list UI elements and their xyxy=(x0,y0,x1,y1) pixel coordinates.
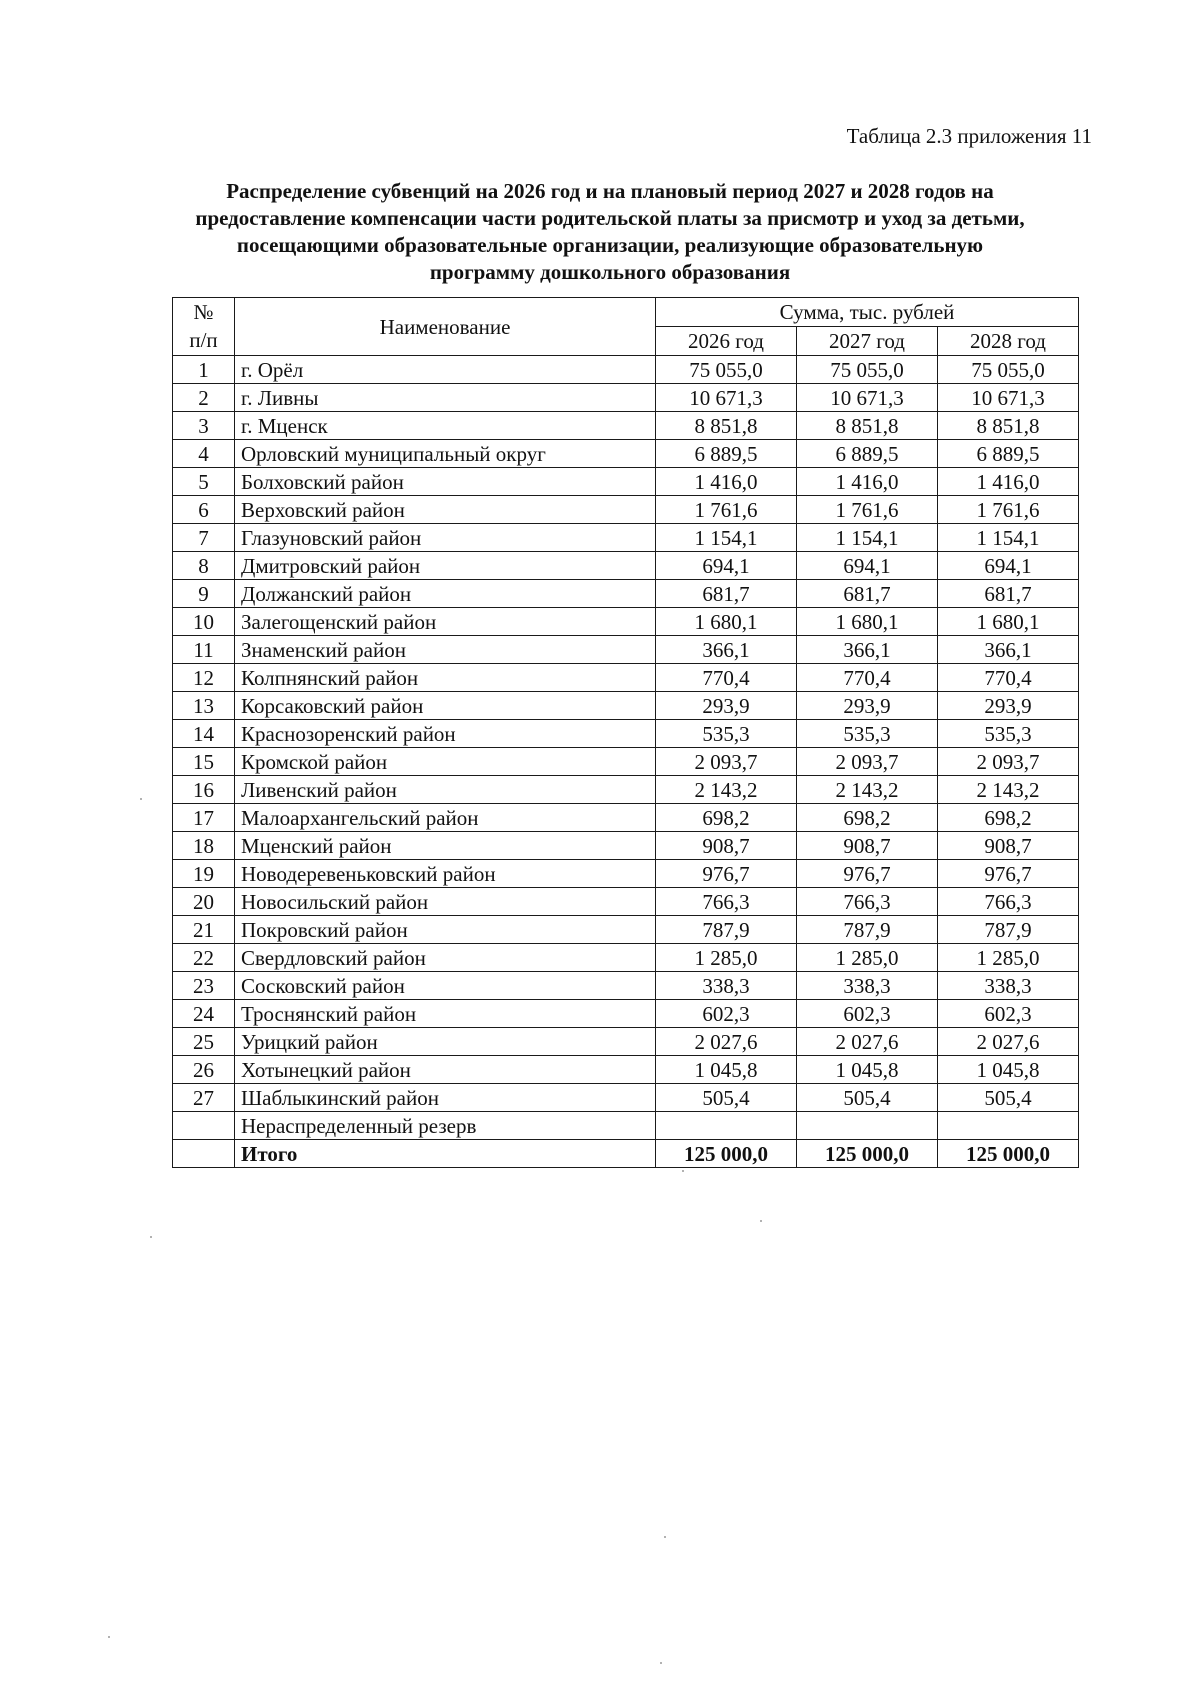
table-header xyxy=(173,298,1079,356)
row-value-2027: 535,3 xyxy=(797,720,938,748)
row-value-2026: 1 285,0 xyxy=(656,944,797,972)
row-number: 6 xyxy=(173,496,235,524)
row-value-2026: 338,3 xyxy=(656,972,797,1000)
row-value-2027 xyxy=(797,1112,938,1140)
row-value-2028: 908,7 xyxy=(938,832,1079,860)
row-number: 24 xyxy=(173,1000,235,1028)
row-number: 11 xyxy=(173,636,235,664)
table-row xyxy=(173,1112,1079,1140)
row-value-2027: 681,7 xyxy=(797,580,938,608)
row-name: Новосильский район xyxy=(235,888,656,916)
row-value-2026: 505,4 xyxy=(656,1084,797,1112)
row-value-2028: 1 045,8 xyxy=(938,1056,1079,1084)
scan-speck xyxy=(140,798,142,800)
row-number: 15 xyxy=(173,748,235,776)
row-name: Шаблыкинский район xyxy=(235,1084,656,1112)
row-value-2026: 2 093,7 xyxy=(656,748,797,776)
table-row xyxy=(173,384,1079,412)
row-value-2026: 8 851,8 xyxy=(656,412,797,440)
row-name: г. Мценск xyxy=(235,412,656,440)
row-number: 27 xyxy=(173,1084,235,1112)
table-body xyxy=(173,356,1079,1168)
table-row xyxy=(173,832,1079,860)
row-number: 18 xyxy=(173,832,235,860)
row-name: Дмитровский район xyxy=(235,552,656,580)
row-value-2026: 698,2 xyxy=(656,804,797,832)
row-value-2027: 2 027,6 xyxy=(797,1028,938,1056)
row-name: Кромской район xyxy=(235,748,656,776)
row-number: 5 xyxy=(173,468,235,496)
row-name: Сосковский район xyxy=(235,972,656,1000)
total-number xyxy=(173,1140,235,1168)
total-value-2026: 125 000,0 xyxy=(656,1140,797,1168)
row-name: Должанский район xyxy=(235,580,656,608)
row-value-2027: 602,3 xyxy=(797,1000,938,1028)
row-value-2027: 787,9 xyxy=(797,916,938,944)
row-number: 1 xyxy=(173,356,235,384)
total-value-2028: 125 000,0 xyxy=(938,1140,1079,1168)
row-number: 21 xyxy=(173,916,235,944)
row-name: Орловский муниципальный округ xyxy=(235,440,656,468)
table-row xyxy=(173,944,1079,972)
row-value-2027: 6 889,5 xyxy=(797,440,938,468)
table-row xyxy=(173,720,1079,748)
row-number: 22 xyxy=(173,944,235,972)
row-value-2028: 293,9 xyxy=(938,692,1079,720)
table-row xyxy=(173,1056,1079,1084)
row-value-2028: 1 416,0 xyxy=(938,468,1079,496)
row-number: 7 xyxy=(173,524,235,552)
row-value-2026: 1 416,0 xyxy=(656,468,797,496)
row-value-2028: 1 761,6 xyxy=(938,496,1079,524)
row-value-2026: 770,4 xyxy=(656,664,797,692)
scan-speck xyxy=(682,1170,684,1172)
row-value-2028: 8 851,8 xyxy=(938,412,1079,440)
row-value-2026: 1 045,8 xyxy=(656,1056,797,1084)
row-value-2028: 6 889,5 xyxy=(938,440,1079,468)
table-row xyxy=(173,888,1079,916)
table-row xyxy=(173,748,1079,776)
row-value-2026: 1 761,6 xyxy=(656,496,797,524)
row-name: Краснозоренский район xyxy=(235,720,656,748)
table-row xyxy=(173,496,1079,524)
row-value-2027: 75 055,0 xyxy=(797,356,938,384)
row-value-2026: 2 027,6 xyxy=(656,1028,797,1056)
scan-speck xyxy=(664,1536,666,1538)
total-row xyxy=(173,1140,1079,1168)
title-line: программу дошкольного образования xyxy=(429,260,791,284)
row-value-2027: 10 671,3 xyxy=(797,384,938,412)
row-name: Знаменский район xyxy=(235,636,656,664)
row-value-2026: 681,7 xyxy=(656,580,797,608)
row-name: Залегощенский район xyxy=(235,608,656,636)
row-number: 17 xyxy=(173,804,235,832)
table-row xyxy=(173,440,1079,468)
row-value-2027: 2 093,7 xyxy=(797,748,938,776)
row-name: Урицкий район xyxy=(235,1028,656,1056)
row-value-2027: 766,3 xyxy=(797,888,938,916)
row-number xyxy=(173,1112,235,1140)
row-number: 23 xyxy=(173,972,235,1000)
row-name: Новодеревеньковский район xyxy=(235,860,656,888)
title-line: предоставление компенсации части родительской платы за присмотр и уход за детьми, xyxy=(195,206,1025,230)
row-value-2028: 1 154,1 xyxy=(938,524,1079,552)
row-value-2028: 366,1 xyxy=(938,636,1079,664)
row-value-2028: 505,4 xyxy=(938,1084,1079,1112)
table-row xyxy=(173,636,1079,664)
row-value-2026: 976,7 xyxy=(656,860,797,888)
row-value-2026: 535,3 xyxy=(656,720,797,748)
scan-speck xyxy=(760,1220,762,1222)
table-row xyxy=(173,664,1079,692)
row-value-2027: 293,9 xyxy=(797,692,938,720)
row-name: Хотынецкий район xyxy=(235,1056,656,1084)
row-name: Верховский район xyxy=(235,496,656,524)
row-value-2026 xyxy=(656,1112,797,1140)
row-value-2026: 908,7 xyxy=(656,832,797,860)
row-name: Ливенский район xyxy=(235,776,656,804)
table-row xyxy=(173,608,1079,636)
row-value-2027: 1 680,1 xyxy=(797,608,938,636)
row-value-2026: 1 680,1 xyxy=(656,608,797,636)
row-value-2028: 1 285,0 xyxy=(938,944,1079,972)
row-value-2027: 976,7 xyxy=(797,860,938,888)
row-value-2027: 770,4 xyxy=(797,664,938,692)
scan-speck xyxy=(150,1236,152,1238)
row-value-2027: 908,7 xyxy=(797,832,938,860)
row-value-2027: 1 154,1 xyxy=(797,524,938,552)
table-row xyxy=(173,468,1079,496)
row-name: Корсаковский район xyxy=(235,692,656,720)
header-year-2026: 2026 год xyxy=(656,327,797,356)
row-value-2027: 1 416,0 xyxy=(797,468,938,496)
table-row xyxy=(173,916,1079,944)
row-value-2026: 366,1 xyxy=(656,636,797,664)
row-value-2028: 976,7 xyxy=(938,860,1079,888)
total-value-2027: 125 000,0 xyxy=(797,1140,938,1168)
document-title xyxy=(110,178,1110,286)
row-number: 14 xyxy=(173,720,235,748)
header-number xyxy=(173,298,235,356)
total-label: Итого xyxy=(235,1140,656,1168)
row-number: 12 xyxy=(173,664,235,692)
header-number-label: № п/п xyxy=(189,300,218,352)
row-number: 9 xyxy=(173,580,235,608)
table-row xyxy=(173,804,1079,832)
title-line: Распределение субвенций на 2026 год и на плановый период 2027 и 2028 годов на xyxy=(226,179,994,203)
row-value-2028: 787,9 xyxy=(938,916,1079,944)
row-name: Нераспределенный резерв xyxy=(235,1112,656,1140)
row-number: 16 xyxy=(173,776,235,804)
row-value-2028: 75 055,0 xyxy=(938,356,1079,384)
row-value-2028: 602,3 xyxy=(938,1000,1079,1028)
row-value-2026: 293,9 xyxy=(656,692,797,720)
row-number: 19 xyxy=(173,860,235,888)
row-value-2028: 770,4 xyxy=(938,664,1079,692)
row-number: 25 xyxy=(173,1028,235,1056)
table-row xyxy=(173,552,1079,580)
row-value-2028: 2 093,7 xyxy=(938,748,1079,776)
row-value-2026: 75 055,0 xyxy=(656,356,797,384)
row-name: Троснянский район xyxy=(235,1000,656,1028)
row-value-2028: 338,3 xyxy=(938,972,1079,1000)
row-value-2026: 602,3 xyxy=(656,1000,797,1028)
subvention-table xyxy=(172,297,1079,1168)
row-value-2026: 787,9 xyxy=(656,916,797,944)
row-number: 2 xyxy=(173,384,235,412)
row-name: Мценский район xyxy=(235,832,656,860)
row-number: 8 xyxy=(173,552,235,580)
row-value-2027: 2 143,2 xyxy=(797,776,938,804)
row-value-2027: 8 851,8 xyxy=(797,412,938,440)
row-name: г. Ливны xyxy=(235,384,656,412)
row-value-2026: 1 154,1 xyxy=(656,524,797,552)
row-value-2028: 1 680,1 xyxy=(938,608,1079,636)
row-value-2028: 2 143,2 xyxy=(938,776,1079,804)
row-value-2028 xyxy=(938,1112,1079,1140)
table-row xyxy=(173,580,1079,608)
table-row xyxy=(173,692,1079,720)
row-number: 3 xyxy=(173,412,235,440)
row-value-2027: 694,1 xyxy=(797,552,938,580)
header-sum: Сумма, тыс. рублей xyxy=(656,298,1079,327)
row-value-2028: 681,7 xyxy=(938,580,1079,608)
table-row xyxy=(173,1028,1079,1056)
scan-speck xyxy=(108,1636,110,1638)
row-value-2027: 505,4 xyxy=(797,1084,938,1112)
row-value-2028: 694,1 xyxy=(938,552,1079,580)
header-name: Наименование xyxy=(235,298,656,356)
row-name: г. Орёл xyxy=(235,356,656,384)
row-value-2027: 1 285,0 xyxy=(797,944,938,972)
table-caption: Таблица 2.3 приложения 11 xyxy=(846,124,1092,148)
row-value-2027: 366,1 xyxy=(797,636,938,664)
row-name: Свердловский район xyxy=(235,944,656,972)
row-name: Покровский район xyxy=(235,916,656,944)
table-row xyxy=(173,1000,1079,1028)
row-name: Малоархангельский район xyxy=(235,804,656,832)
header-year-2028: 2028 год xyxy=(938,327,1079,356)
row-value-2028: 766,3 xyxy=(938,888,1079,916)
header-year-2027: 2027 год xyxy=(797,327,938,356)
row-value-2028: 535,3 xyxy=(938,720,1079,748)
row-value-2028: 2 027,6 xyxy=(938,1028,1079,1056)
row-value-2028: 698,2 xyxy=(938,804,1079,832)
table-row xyxy=(173,860,1079,888)
row-number: 10 xyxy=(173,608,235,636)
row-value-2027: 1 045,8 xyxy=(797,1056,938,1084)
row-value-2026: 694,1 xyxy=(656,552,797,580)
table-row xyxy=(173,356,1079,384)
row-number: 13 xyxy=(173,692,235,720)
row-value-2027: 698,2 xyxy=(797,804,938,832)
row-value-2026: 2 143,2 xyxy=(656,776,797,804)
table-row xyxy=(173,524,1079,552)
row-name: Глазуновский район xyxy=(235,524,656,552)
row-number: 26 xyxy=(173,1056,235,1084)
row-value-2026: 6 889,5 xyxy=(656,440,797,468)
scan-speck xyxy=(660,1662,662,1664)
table-row xyxy=(173,776,1079,804)
row-number: 20 xyxy=(173,888,235,916)
row-value-2027: 1 761,6 xyxy=(797,496,938,524)
row-name: Колпнянский район xyxy=(235,664,656,692)
table-row xyxy=(173,412,1079,440)
row-number: 4 xyxy=(173,440,235,468)
table-row xyxy=(173,972,1079,1000)
row-value-2027: 338,3 xyxy=(797,972,938,1000)
row-value-2026: 766,3 xyxy=(656,888,797,916)
row-name: Болховский район xyxy=(235,468,656,496)
title-line: посещающими образовательные организации, реализующие образовательную xyxy=(236,233,984,257)
row-value-2028: 10 671,3 xyxy=(938,384,1079,412)
table-row xyxy=(173,1084,1079,1112)
row-value-2026: 10 671,3 xyxy=(656,384,797,412)
